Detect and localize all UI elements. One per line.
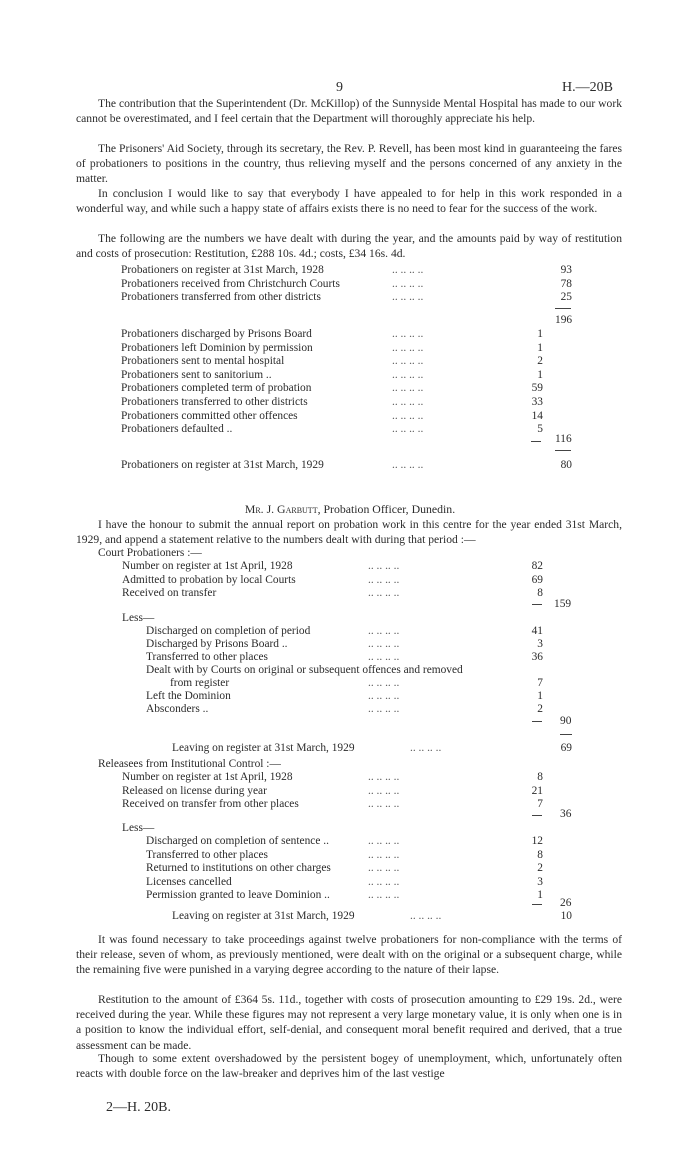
row-value: 1 bbox=[537, 341, 543, 354]
row-label: Discharged by Prisons Board .. bbox=[146, 638, 288, 650]
table-row bbox=[0, 625, 700, 639]
section-heading bbox=[0, 502, 700, 517]
total-rule bbox=[555, 450, 571, 451]
row-label: Probationers discharged by Prisons Board bbox=[121, 328, 312, 340]
row-value: 33 bbox=[531, 396, 543, 408]
less-label: Less— bbox=[122, 612, 155, 624]
row-value: 78 bbox=[560, 277, 572, 290]
leader-dots: .. .. .. .. bbox=[368, 625, 400, 637]
table-row bbox=[0, 785, 700, 799]
table-row bbox=[0, 342, 700, 356]
leader-dots: .. .. .. .. bbox=[392, 341, 424, 354]
row-label: Number on register at 1st April, 1928 bbox=[122, 771, 293, 783]
row-value: 12 bbox=[531, 835, 543, 847]
total-rule bbox=[532, 904, 542, 905]
table-row bbox=[0, 651, 700, 665]
table-row bbox=[0, 264, 700, 278]
leader-dots: .. .. .. .. bbox=[368, 573, 400, 586]
leader-dots: .. .. .. .. bbox=[392, 409, 424, 422]
table-row bbox=[0, 291, 700, 305]
row-value: 5 bbox=[537, 423, 543, 436]
table-row bbox=[0, 835, 700, 849]
total-rule bbox=[531, 441, 541, 442]
leader-dots: .. .. .. .. bbox=[392, 459, 424, 471]
row-label: Dealt with by Courts on original or subsequent offences and removed bbox=[146, 664, 463, 676]
row-label: Left the Dominion bbox=[146, 690, 231, 702]
row-value: 14 bbox=[531, 409, 543, 422]
table-row bbox=[0, 798, 700, 812]
leader-dots: .. .. .. .. bbox=[392, 382, 424, 395]
total-rule bbox=[555, 308, 571, 309]
less-label: Less— bbox=[122, 822, 155, 834]
court-probationers-heading: Court Probationers :— bbox=[98, 547, 202, 559]
row-label: Leaving on register at 31st March, 1929 bbox=[172, 742, 355, 754]
table-row bbox=[0, 771, 700, 785]
paragraph-proceedings: It was found necessary to take proceedings against twelve probationers for non-compliance with the terms of their release, seven of whom, as previously mentioned, were dealt with on the original or a subsequent charge, while the remaining five were punished in a varying degree according to the nature of their lapse. bbox=[76, 933, 622, 977]
leader-dots: .. .. .. .. bbox=[368, 690, 400, 702]
row-label: Leaving on register at 31st March, 1929 bbox=[172, 910, 355, 922]
table-row bbox=[0, 638, 700, 652]
row-label: Probationers transferred to other districts bbox=[121, 396, 308, 408]
row-label: Probationers on register at 31st March, 1929 bbox=[121, 459, 324, 471]
row-label: Permission granted to leave Dominion .. bbox=[146, 889, 330, 902]
row-label: Received on transfer bbox=[122, 587, 217, 600]
row-value: 41 bbox=[531, 625, 543, 637]
row-label: Discharged on completion of period bbox=[146, 625, 311, 637]
leader-dots: .. .. .. .. bbox=[368, 784, 400, 797]
leader-dots: .. .. .. .. bbox=[368, 638, 400, 650]
leader-dots: .. .. .. .. bbox=[368, 677, 400, 689]
row-label: Probationers defaulted .. bbox=[121, 423, 233, 436]
table-row bbox=[0, 664, 700, 678]
total-rule bbox=[532, 721, 542, 722]
row-value: 7 bbox=[537, 677, 543, 689]
leader-dots: .. .. .. .. bbox=[368, 798, 400, 811]
leader-dots: .. .. .. .. bbox=[392, 355, 424, 368]
total-rule bbox=[560, 734, 572, 735]
row-value: 2 bbox=[537, 355, 543, 368]
table-row bbox=[0, 677, 700, 691]
row-value: 36 bbox=[531, 651, 543, 663]
table-row bbox=[0, 587, 700, 601]
paragraph-superintendent: The contribution that the Superintendent (Dr. McKillop) of the Sunnyside Mental Hospital has made to our work cannot be overestimated, and I feel certain that the Department will thoroughly appreciate his help. bbox=[76, 97, 622, 126]
leader-dots: .. .. .. .. bbox=[392, 423, 424, 436]
row-label: Returned to institutions on other charges bbox=[146, 862, 331, 875]
subtotal-value: 90 bbox=[560, 715, 572, 727]
subtotal-value: 36 bbox=[560, 808, 572, 820]
row-value: 69 bbox=[531, 573, 543, 586]
row-value: 93 bbox=[560, 264, 572, 276]
row-label: Probationers on register at 31st March, 1928 bbox=[121, 264, 324, 276]
leader-dots: .. .. .. .. bbox=[368, 875, 400, 888]
leader-dots: .. .. .. .. bbox=[392, 264, 424, 276]
row-value: 69 bbox=[560, 742, 572, 754]
row-label: Received on transfer from other places bbox=[122, 798, 299, 811]
subtotal-value: 196 bbox=[555, 314, 573, 326]
table-row bbox=[0, 410, 700, 424]
row-value: 10 bbox=[560, 910, 572, 922]
leader-dots: .. .. .. .. bbox=[368, 651, 400, 663]
paragraph-dunedin-intro: I have the honour to submit the annual report on probation work in this centre for the year ended 31st March, 1929, and append a statement relative to the numbers dealt with during that period :— bbox=[76, 518, 622, 547]
leader-dots: .. .. .. .. bbox=[392, 291, 424, 304]
row-label: Released on license during year bbox=[122, 784, 267, 797]
row-value: 2 bbox=[537, 703, 543, 715]
table-row bbox=[0, 703, 700, 717]
row-label: Probationers sent to sanitorium .. bbox=[121, 368, 272, 381]
row-value: 1 bbox=[537, 690, 543, 702]
row-label: Discharged on completion of sentence .. bbox=[146, 835, 329, 847]
leader-dots: .. .. .. .. bbox=[368, 587, 400, 600]
row-label: Admitted to probation by local Courts bbox=[122, 573, 296, 586]
paragraph-numbers-intro: The following are the numbers we have dealt with during the year, and the amounts paid by way of restitution and costs of prosecution: Restitution, £288 10s. 4d.; costs, £34 16s. 4d. bbox=[76, 232, 622, 261]
row-label: from register bbox=[170, 677, 230, 689]
leader-dots: .. .. .. .. bbox=[368, 835, 400, 847]
leader-dots: .. .. .. .. bbox=[410, 910, 442, 922]
row-label: Number on register at 1st April, 1928 bbox=[122, 560, 293, 572]
table-row bbox=[0, 278, 700, 292]
row-label: Probationers completed term of probation bbox=[121, 382, 312, 395]
table-row bbox=[0, 328, 700, 342]
officer-name: Mr. J. Garbutt bbox=[244, 502, 318, 516]
row-value: 59 bbox=[531, 382, 543, 395]
row-label: Probationers received from Christchurch Courts bbox=[121, 277, 340, 290]
paragraph-restitution: Restitution to the amount of £364 5s. 11d., together with costs of prosecution amounting to £29 19s. 2d., were received during the year. While these figures may not represent a very large monetary value, it is only when one is in a position to know the individual effort, self-denial, and consequent moral benefit required and derived, that a true assessment can be made. bbox=[76, 993, 622, 1052]
row-value: 21 bbox=[531, 784, 543, 797]
leader-dots: .. .. .. .. bbox=[392, 328, 424, 340]
table-row bbox=[0, 849, 700, 863]
total-rule bbox=[532, 815, 542, 816]
releasees-heading: Releasees from Institutional Control :— bbox=[98, 758, 281, 770]
row-value: 3 bbox=[537, 875, 543, 888]
row-label: Transferred to other places bbox=[146, 651, 268, 663]
row-value: 3 bbox=[537, 638, 543, 650]
row-label: Probationers transferred from other districts bbox=[121, 291, 321, 304]
leader-dots: .. .. .. .. bbox=[410, 742, 442, 754]
row-value: 8 bbox=[537, 848, 543, 861]
leader-dots: .. .. .. .. bbox=[392, 396, 424, 408]
table-row bbox=[0, 574, 700, 588]
row-value: 1 bbox=[537, 328, 543, 340]
table-row bbox=[0, 369, 700, 383]
footer-signature: 2—H. 20B. bbox=[106, 1100, 171, 1115]
leader-dots: .. .. .. .. bbox=[368, 862, 400, 875]
subtotal-value: 116 bbox=[555, 433, 572, 445]
leader-dots: .. .. .. .. bbox=[368, 771, 400, 783]
row-label: Probationers committed other offences bbox=[121, 409, 298, 422]
table-row bbox=[0, 396, 700, 410]
row-label: Licenses cancelled bbox=[146, 875, 232, 888]
row-label: Probationers sent to mental hospital bbox=[121, 355, 285, 368]
row-value: 80 bbox=[560, 459, 572, 471]
leader-dots: .. .. .. .. bbox=[368, 889, 400, 902]
row-value: 82 bbox=[531, 560, 543, 572]
total-rule bbox=[532, 604, 542, 605]
subtotal-value: 26 bbox=[560, 897, 572, 909]
page-number: 9 bbox=[336, 80, 343, 95]
paragraph-unemployment: Though to some extent overshadowed by the persistent bogey of unemployment, which, unfortunately often reacts with double force on the law-breaker and deprives him of the last vestige bbox=[76, 1052, 622, 1081]
row-value: 2 bbox=[537, 862, 543, 875]
subtotal-value: 159 bbox=[554, 598, 572, 610]
table-row bbox=[0, 910, 700, 924]
row-value: 8 bbox=[537, 771, 543, 783]
paragraph-prisoners-aid: The Prisoners' Aid Society, through its secretary, the Rev. P. Revell, has been most kind in guaranteeing the fares of probationers to positions in the country, thus relieving myself and the persons concerned of any anxiety in the matter. bbox=[76, 142, 622, 186]
row-label: Probationers left Dominion by permission bbox=[121, 341, 313, 354]
table-row bbox=[0, 742, 700, 756]
table-row bbox=[0, 560, 700, 574]
row-value: 25 bbox=[560, 291, 572, 304]
table-row bbox=[0, 690, 700, 704]
row-value: 1 bbox=[537, 368, 543, 381]
table-row bbox=[0, 889, 700, 903]
table-row bbox=[0, 355, 700, 369]
table-row bbox=[0, 862, 700, 876]
leader-dots: .. .. .. .. bbox=[368, 848, 400, 861]
row-value: 7 bbox=[537, 798, 543, 811]
table-row bbox=[0, 382, 700, 396]
row-value: 1 bbox=[537, 889, 543, 902]
leader-dots: .. .. .. .. bbox=[368, 703, 400, 715]
row-value: 8 bbox=[537, 587, 543, 600]
leader-dots: .. .. .. .. bbox=[368, 560, 400, 572]
paragraph-conclusion: In conclusion I would like to say that everybody I have appealed to for help in this work responded in a wonderful way, and while such a happy state of affairs exists there is no need to fear for the success of the work. bbox=[76, 187, 622, 216]
table-row bbox=[0, 423, 700, 437]
row-label: Absconders .. bbox=[146, 703, 209, 715]
leader-dots: .. .. .. .. bbox=[392, 368, 424, 381]
table-row bbox=[0, 459, 700, 473]
officer-title: , Probation Officer, Dunedin. bbox=[317, 502, 456, 516]
leader-dots: .. .. .. .. bbox=[392, 277, 424, 290]
table-row bbox=[0, 876, 700, 890]
row-label: Transferred to other places bbox=[146, 848, 268, 861]
document-reference: H.—20B bbox=[562, 80, 613, 95]
